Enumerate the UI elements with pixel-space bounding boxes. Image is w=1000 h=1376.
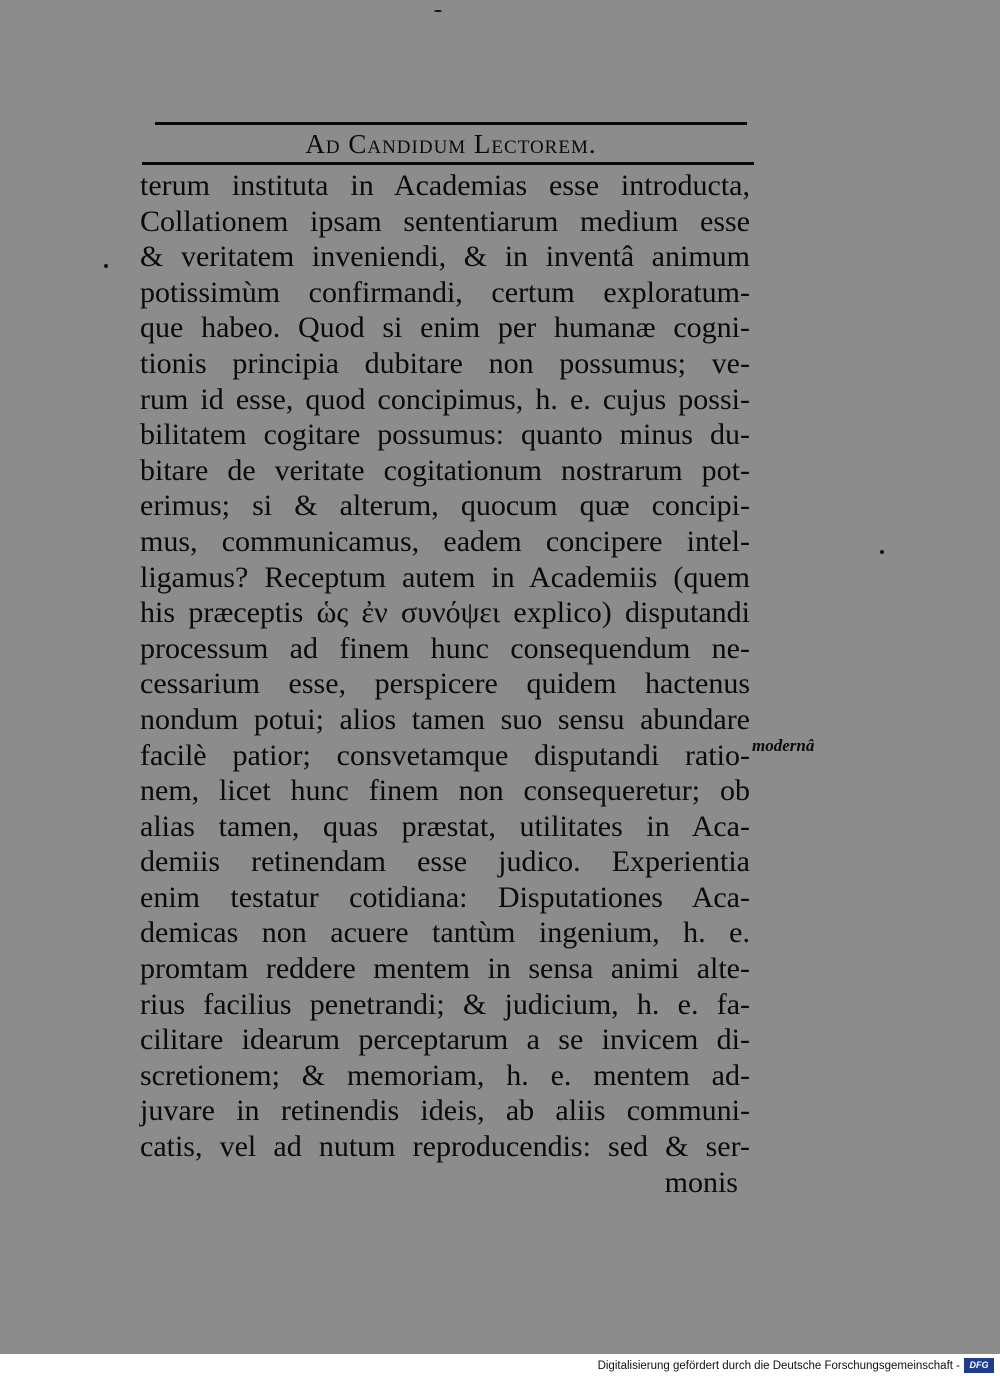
text-line: promtam reddere mentem in sensa animi alte- — [140, 952, 750, 986]
text-line: demiis retinendam esse judico. Experientia — [140, 845, 750, 879]
footer-credit: Digitalisierung gefördert durch die Deutsche Forschungsgemeinschaft - — [597, 1360, 960, 1372]
text-line: tionis principia dubitare non possumus; ve- — [140, 346, 750, 380]
margin-note: modernâ — [752, 736, 815, 755]
text-line: rius facilius penetrandi; & judicium, h. e. fa- — [140, 987, 750, 1021]
text-line: que habeo. Quod si enim per humanæ cogni- — [140, 311, 750, 345]
text-line: terum instituta in Academias esse introducta, — [140, 169, 750, 202]
scan-speck-top — [434, 10, 442, 12]
text-line: erimus; si & alterum, quocum quæ concipi- — [140, 489, 750, 523]
text-line: nondum potui; alios tamen suo sensu abundare — [140, 702, 750, 736]
text-line: demicas non acuere tantùm ingenium, h. e. — [140, 916, 750, 950]
text-line: cessarium esse, perspicere quidem hactenus — [140, 667, 750, 701]
header-bottom-rule — [142, 162, 754, 165]
footer-bar — [0, 1354, 1000, 1376]
text-line: potissimùm confirmandi, certum exploratum- — [140, 275, 750, 309]
text-line: catis, vel ad nutum reproducendis: sed & ser- — [140, 1130, 750, 1164]
running-head: Ad Candidum Lectorem. — [305, 129, 597, 159]
text-line: ligamus? Receptum autem in Academiis (quem — [140, 560, 750, 594]
header-top-rule — [155, 122, 747, 125]
dfg-logo: DFG — [964, 1358, 994, 1373]
text-line: alias tamen, quas præstat, utilitates in Aca- — [140, 809, 750, 843]
text-line: bilitatem cogitare possumus: quanto minus du- — [140, 418, 750, 452]
text-line: monis — [664, 1165, 738, 1199]
text-line: bitare de veritate cogitationum nostrarum pot- — [140, 453, 750, 487]
text-line: juvare in retinendis ideis, ab aliis communi- — [140, 1094, 750, 1128]
text-line: enim testatur cotidiana: Disputationes Aca- — [140, 880, 750, 914]
text-line: cilitare idearum perceptarum a se invicem di- — [140, 1023, 750, 1057]
text-line: processum ad finem hunc consequendum ne- — [140, 631, 750, 665]
scan-speck-right — [880, 550, 884, 554]
body-text — [140, 168, 750, 1200]
text-line: facilè patior; consvetamque disputandi ratio- — [140, 738, 750, 772]
text-line: mus, communicamus, eadem concipere intel- — [140, 524, 750, 558]
text-line: rum id esse, quod concipimus, h. e. cujus possi- — [140, 382, 750, 416]
text-line: his præceptis ὡς ἐν συνόψει explico) disputandi — [140, 596, 750, 630]
text-line: Collationem ipsam sententiarum medium esse — [140, 204, 750, 238]
text-line: & veritatem inveniendi, & in inventâ animum — [140, 240, 750, 274]
text-line: scretionem; & memoriam, h. e. mentem ad- — [140, 1058, 750, 1092]
text-line: nem, licet hunc finem non consequeretur; ob — [140, 774, 750, 808]
scan-speck-left — [104, 264, 108, 268]
